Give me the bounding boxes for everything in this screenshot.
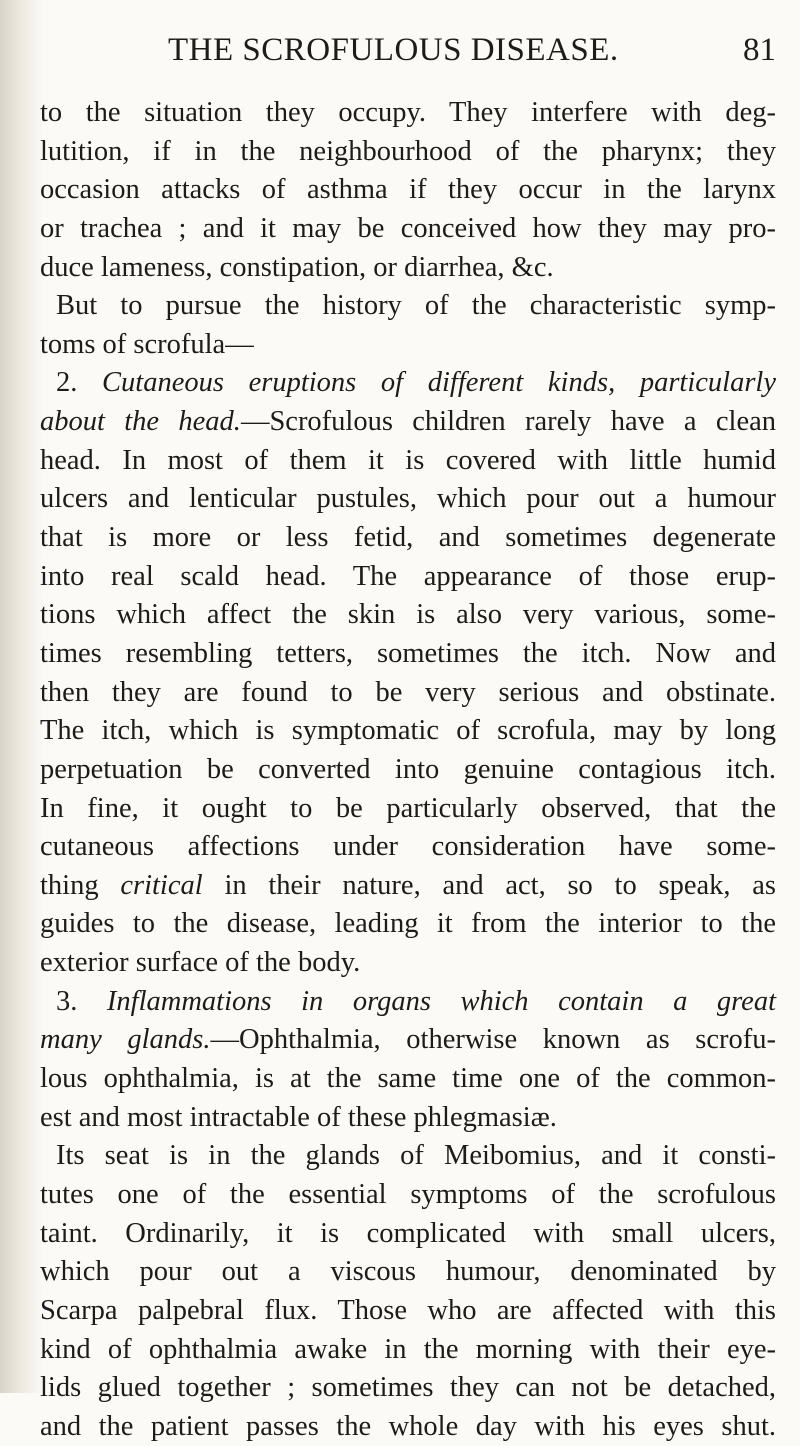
text-line: to the situation they occupy. They interfere with deg-	[40, 97, 776, 128]
section-number: 2.	[56, 367, 103, 399]
text-line: head. In most of them it is covered with little humid	[40, 444, 776, 476]
text-line: times resembling tetters, sometimes the itch. Now and	[40, 637, 776, 669]
text-line: lids glued together ; sometimes they can not be detached,	[40, 1372, 776, 1404]
emphasis: critical	[120, 869, 203, 901]
section-heading: about the head.	[40, 406, 241, 438]
text-line: duce lameness, constipation, or diarrhea, &c.	[40, 251, 554, 283]
text-line: toms of scrofula—	[40, 328, 254, 360]
text-line	[40, 867, 776, 906]
text-line: kind of ophthalmia awake in the morning with their eye-	[40, 1333, 776, 1365]
text-line: guides to the disease, leading it from the interior to the	[40, 908, 776, 940]
text-line: Scarpa palpebral flux. Those who are affected with this	[40, 1294, 776, 1326]
running-title: THE SCROFULOUS DISEASE.	[168, 32, 619, 68]
section-heading: many glands.	[40, 1024, 211, 1056]
page-number: 81	[743, 32, 776, 68]
text-line: perpetuation be converted into genuine contagious itch.	[40, 753, 776, 785]
text-line: then they are found to be very serious and obstinate.	[40, 676, 776, 708]
line-text: in their nature, and act, so to speak, as	[202, 869, 776, 901]
section-heading: Cutaneous eruptions of different kinds, particularly	[102, 367, 776, 399]
text-line	[40, 403, 776, 442]
text-line: lutition, if in the neighbourhood of the pharynx; they	[40, 135, 776, 167]
text-line: lous ophthalmia, is at the same time one of the common-	[40, 1063, 776, 1095]
text-line: In fine, it ought to be particularly observed, that the	[40, 792, 776, 824]
text-line: cutaneous affections under consideration have some-	[40, 831, 776, 863]
text-line: and the patient passes the whole day with his eyes shut.	[40, 1410, 776, 1442]
text-line: taint. Ordinarily, it is complicated with small ulcers,	[40, 1217, 776, 1249]
text-line	[40, 1021, 776, 1060]
text-line: Its seat is in the glands of Meibomius, and it consti-	[56, 1140, 776, 1172]
text-line: The itch, which is symptomatic of scrofula, may by long	[40, 715, 776, 747]
text-line: tions which affect the skin is also very various, some-	[40, 599, 776, 631]
text-line: or trachea ; and it may be conceived how they may pro-	[40, 212, 776, 244]
page-header	[0, 30, 800, 82]
text-line: ulcers and lenticular pustules, which pour out a humour	[40, 483, 776, 515]
text-line: But to pursue the history of the characteristic symp-	[56, 290, 776, 322]
line-text: thing	[40, 869, 121, 901]
section-heading: Inflammations in organs which contain a great	[106, 985, 776, 1017]
line-text: —Scrofulous children rarely have a clean	[240, 406, 776, 438]
text-line: tutes one of the essential symptoms of the scrofulous	[40, 1178, 776, 1210]
line-text: —Ophthalmia, otherwise known as scrofu-	[210, 1024, 777, 1056]
text-line: which pour out a viscous humour, denominated by	[40, 1256, 776, 1288]
section-number: 3.	[56, 985, 107, 1017]
body-text	[40, 94, 776, 1446]
text-line: occasion attacks of asthma if they occur in the larynx	[40, 174, 776, 206]
text-line: that is more or less fetid, and sometimes degenerate	[40, 522, 776, 554]
text-line: exterior surface of the body.	[40, 947, 361, 979]
text-line: into real scald head. The appearance of those erup-	[40, 560, 776, 592]
page-binding-edge	[0, 0, 44, 1393]
text-line: est and most intractable of these phlegmasiæ.	[40, 1101, 557, 1133]
text-line	[40, 983, 776, 1022]
text-line	[40, 364, 776, 403]
